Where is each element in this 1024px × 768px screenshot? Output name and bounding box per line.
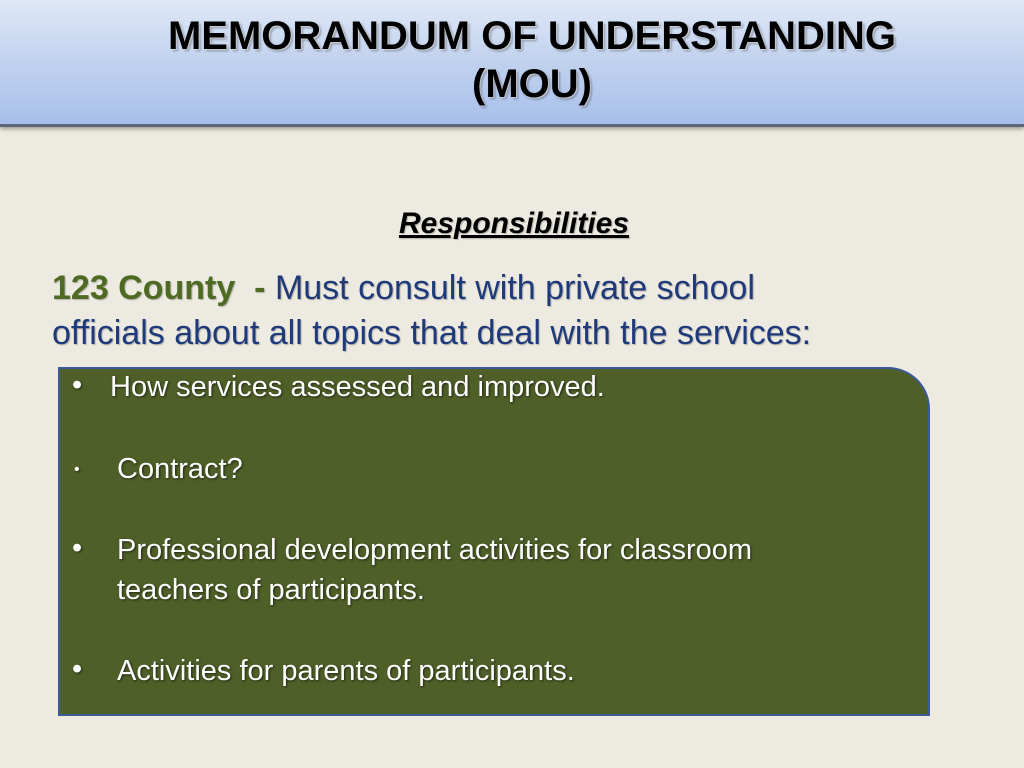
intro-line-1 [52,266,1012,311]
slide-title-line-1: MEMORANDUM OF UNDERSTANDING [167,14,897,58]
bullet-text-line-2: teachers of participants. [117,574,425,606]
bullet-marker: • [72,532,83,564]
section-heading: Responsibilities [398,207,630,240]
bullet-marker: • [74,461,80,478]
intro-line-2: officials about all topics that deal with the services: [52,314,812,352]
bullet-marker: • [72,369,83,401]
bullet-text: Activities for parents of participants. [117,655,575,687]
county-name: 123 County [52,269,236,307]
bullet-box [58,367,930,716]
intro-paragraph [52,266,1012,356]
bullet-marker: • [72,653,83,685]
slide-title-line-2: (MOU) [472,62,592,106]
bullet-text: Contract? [117,453,243,485]
title-bar [0,0,1024,127]
county-dash: - [254,269,266,307]
intro-line-1-text: Must consult with private school [274,269,755,307]
bullet-text: How services assessed and improved. [110,371,605,403]
bullet-text-line-1: Professional development activities for classroom [117,534,753,566]
